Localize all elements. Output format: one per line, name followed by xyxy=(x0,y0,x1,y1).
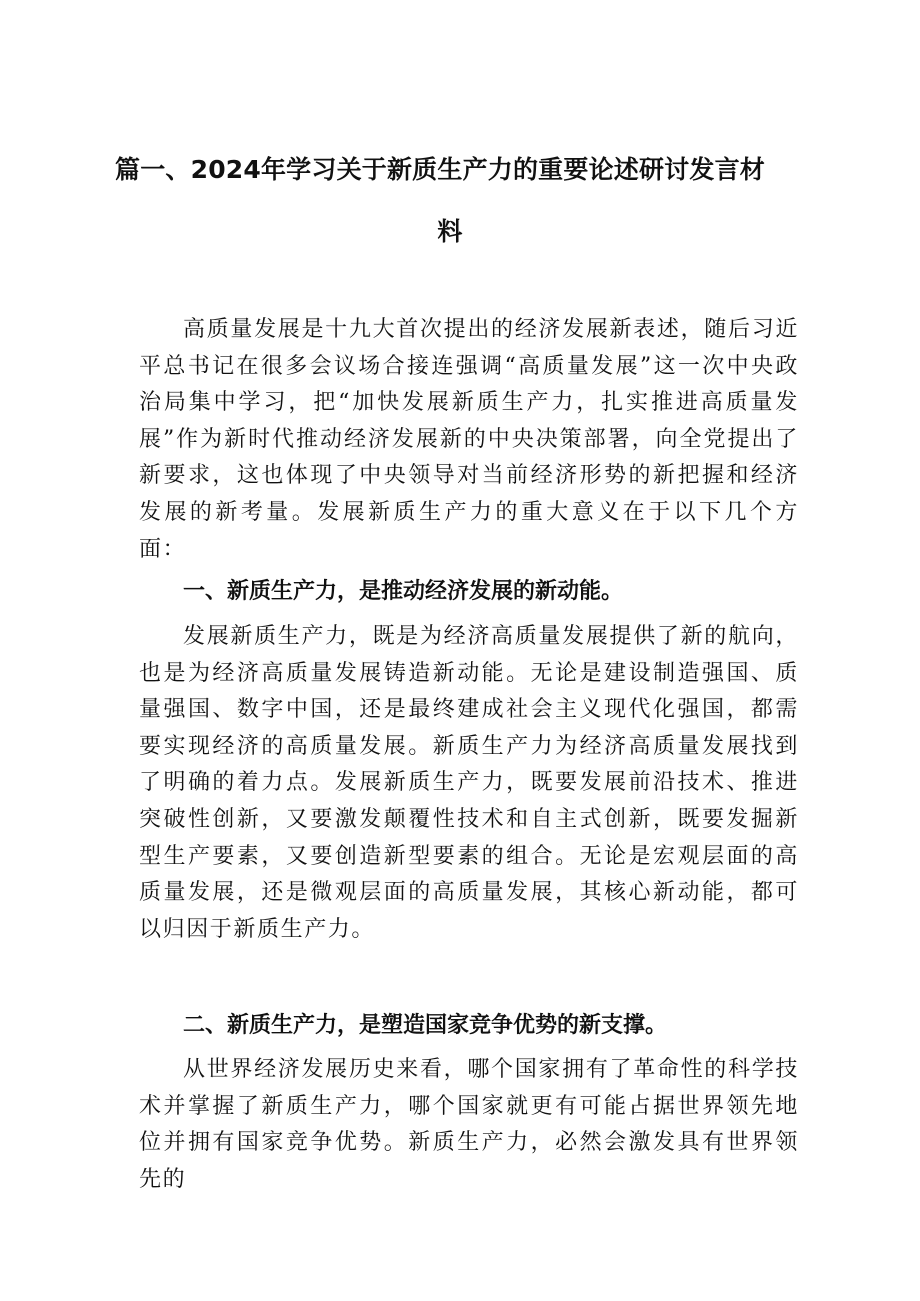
section-heading-1: 一、新质生产力，是推动经济发展的新动能。 xyxy=(183,579,624,604)
body-paragraph-intro: 高质量发展是十九大首次提出的经济发展新表述，随后习近平总书记在很多会议场合接连强调“高质量发展”这一次中央政治局集中学习，把“加快发展新质生产力，扎实推进高质量发展”作为新时代推动经济发展新的中央决策部署，向全党提出了新要求，这也体现了中央领导对当前经济形势的新把握和经济发展的新考量。发展新质生产力的重大意义在于以下几个方面： xyxy=(139,317,799,562)
body-paragraph-section-2: 从世界经济发展历史来看，哪个国家拥有了革命性的科学技术并掌握了新质生产力，哪个国家就更有可能占据世界领先地位并拥有国家竞争优势。新质生产力，必然会激发具有世界领先的 xyxy=(139,1057,799,1192)
section-heading-2: 二、新质生产力，是塑造国家竞争优势的新支撑。 xyxy=(183,1013,668,1038)
document-title-line-2: 料 xyxy=(437,217,463,246)
document-title-line-1: 篇一、2024年学习关于新质生产力的重要论述研讨发言材 xyxy=(115,155,765,184)
body-paragraph-section-1: 发展新质生产力，既是为经济高质量发展提供了新的航向，也是为经济高质量发展铸造新动能。无论是建设制造强国、质量强国、数字中国，还是最终建成社会主义现代化强国，都需要实现经济的高质量发展。新质生产力为经济高质量发展找到了明确的着力点。发展新质生产力，既要发展前沿技术、推进突破性创新，又要激发颠覆性技术和自主式创新，既要发掘新型生产要素，又要创造新型要素的组合。无论是宏观层面的高质量发展，还是微观层面的高质量发展，其核心新动能，都可以归因于新质生产力。 xyxy=(139,624,799,942)
